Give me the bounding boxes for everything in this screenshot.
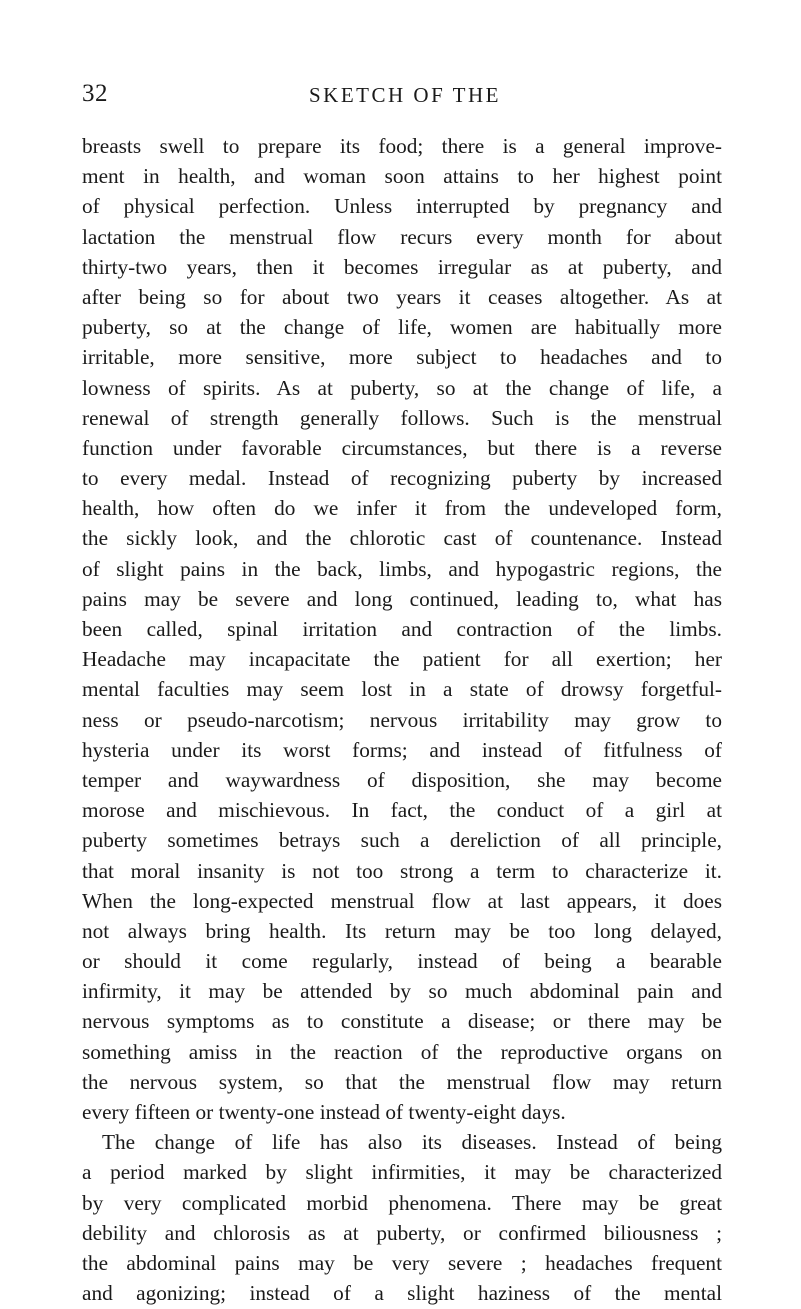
text-line: lactation the menstrual flow recurs every month for about [82, 224, 722, 249]
text-line: nervous symptoms as to constitute a disease; or there may be [82, 1009, 722, 1034]
page-number: 32 [82, 80, 108, 107]
text-line: and agonizing; instead of a slight haziness of the mental [82, 1281, 722, 1306]
text-line: that moral insanity is not too strong a term to characterize it. [82, 858, 722, 883]
text-line: ness or pseudo-narcotism; nervous irritability may grow to [82, 707, 722, 732]
text-line: thirty-two years, then it becomes irregular as at puberty, and [82, 254, 722, 279]
text-line: mental faculties may seem lost in a state of drowsy forgetful- [82, 677, 722, 702]
text-line: irritable, more sensitive, more subject to headaches and to [82, 345, 722, 370]
text-line: hysteria under its worst forms; and instead of fitfulness of [82, 737, 722, 762]
body-text [82, 131, 722, 1308]
text-line: function under favorable circumstances, but there is a reverse [82, 435, 722, 460]
text-line: been called, spinal irritation and contraction of the limbs. [82, 617, 722, 641]
text-line: renewal of strength generally follows. Such is the menstrual [82, 405, 722, 430]
text-line: the abdominal pains may be very severe ; headaches frequent [82, 1250, 722, 1275]
text-line: The change of life has also its diseases. Instead of being [102, 1130, 722, 1155]
text-line: of slight pains in the back, limbs, and hypogastric regions, the [82, 556, 722, 581]
text-line: breasts swell to prepare its food; there is a general improve- [82, 134, 722, 158]
text-line: every fifteen or twenty-one instead of twenty-eight days. [82, 1100, 566, 1124]
text-line: of physical perfection. Unless interrupted by pregnancy and [82, 194, 722, 219]
text-line: puberty, so at the change of life, women are habitually more [82, 315, 722, 340]
text-line: Headache may incapacitate the patient for all exertion; her [82, 647, 722, 672]
text-line: to every medal. Instead of recognizing puberty by increased [82, 466, 722, 491]
text-line: after being so for about two years it ceases altogether. As at [82, 284, 722, 309]
text-line: puberty sometimes betrays such a dereliction of all principle, [82, 828, 722, 853]
running-head [82, 80, 722, 110]
running-title: SKETCH OF THE [309, 83, 501, 107]
text-line: by very complicated morbid phenomena. There may be great [82, 1190, 722, 1215]
text-line: something amiss in the reaction of the reproductive organs on [82, 1039, 722, 1064]
text-line: health, how often do we infer it from the undeveloped form, [82, 496, 722, 521]
text-line: debility and chlorosis as at puberty, or confirmed biliousness ; [82, 1220, 722, 1245]
text-line: When the long-expected menstrual flow at last appears, it does [82, 888, 722, 913]
text-line: or should it come regularly, instead of being a bearable [82, 949, 722, 974]
text-line: ment in health, and woman soon attains to her highest point [82, 164, 722, 189]
text-line: lowness of spirits. As at puberty, so at the change of life, a [82, 375, 722, 400]
text-line: morose and mischievous. In fact, the conduct of a girl at [82, 798, 722, 823]
text-line: the nervous system, so that the menstrual flow may return [82, 1069, 722, 1094]
text-line: temper and waywardness of disposition, she may become [82, 767, 722, 792]
text-line: a period marked by slight infirmities, it may be characterized [82, 1160, 722, 1185]
text-line: not always bring health. Its return may be too long delayed, [82, 918, 722, 943]
text-line: infirmity, it may be attended by so much abdominal pain and [82, 979, 722, 1004]
text-line: pains may be severe and long continued, leading to, what has [82, 586, 722, 611]
text-line: the sickly look, and the chlorotic cast of countenance. Instead [82, 526, 722, 551]
